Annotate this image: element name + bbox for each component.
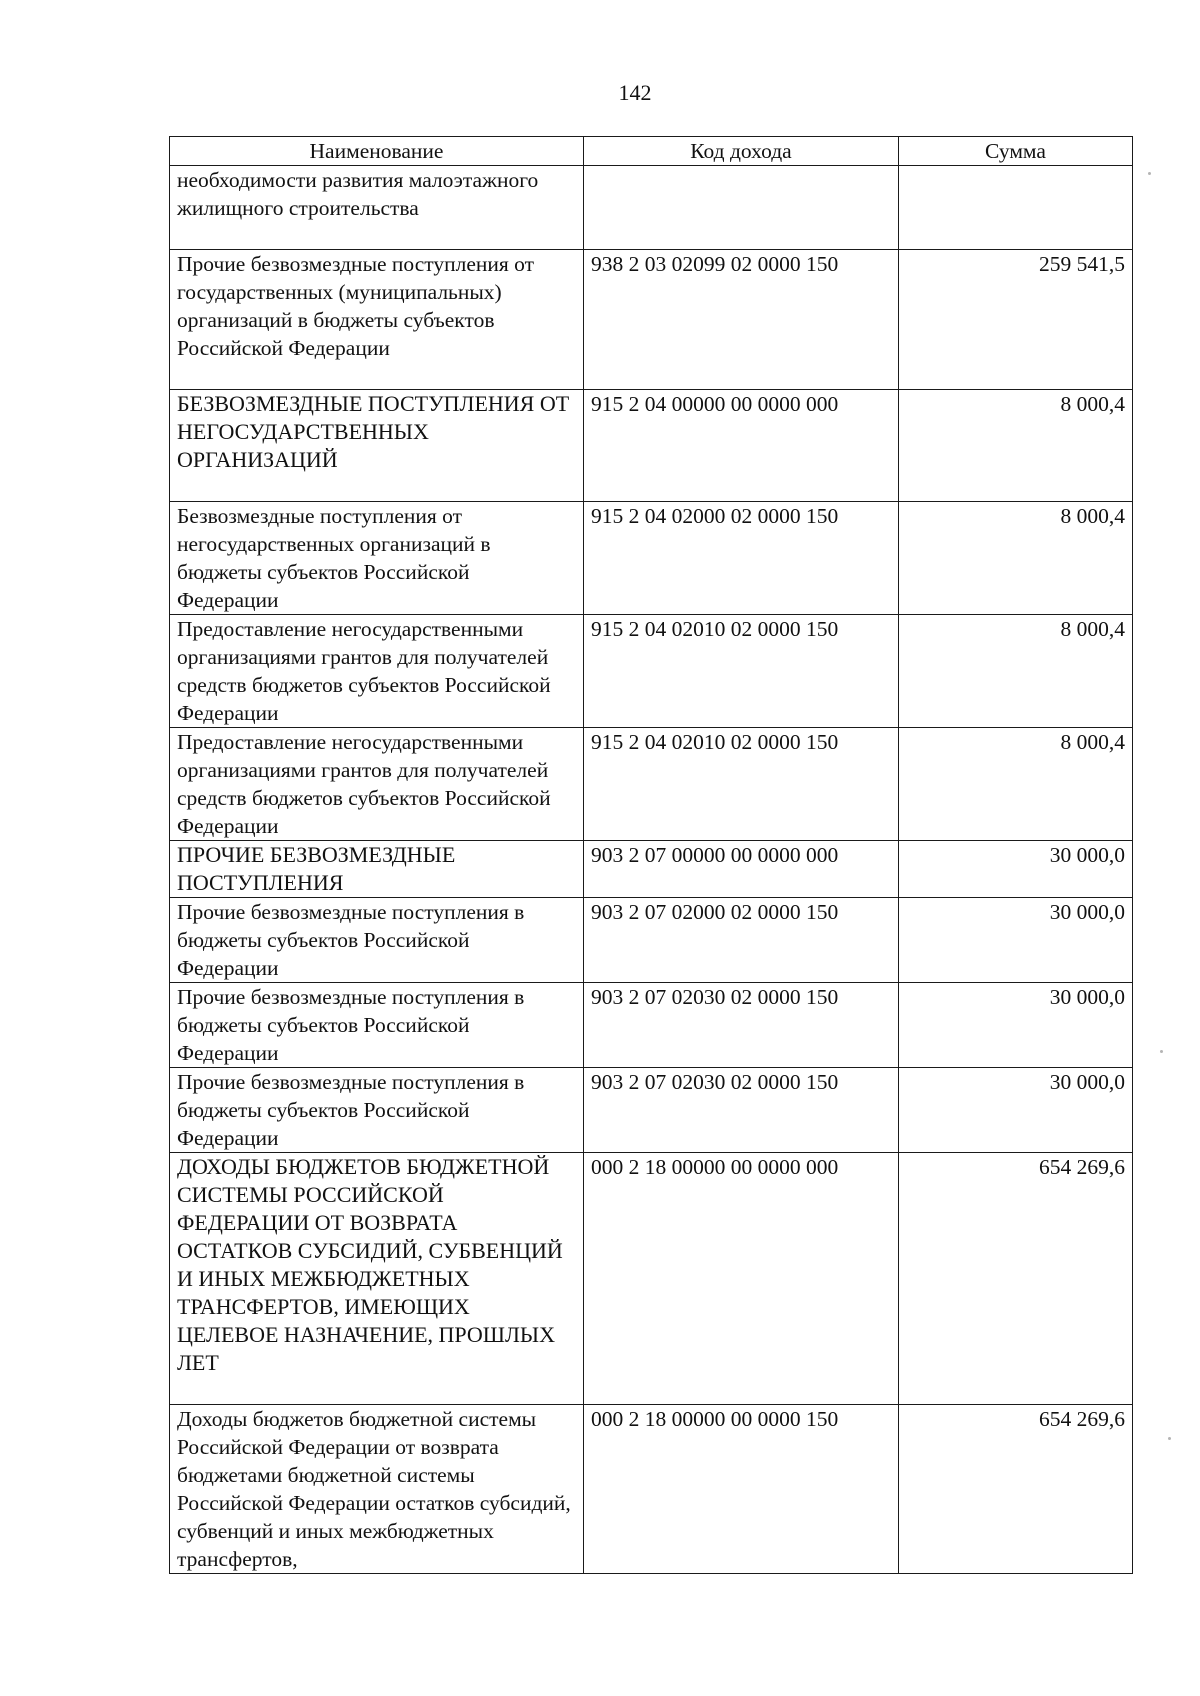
- cell-sum: 8 000,4: [899, 502, 1133, 615]
- table-body: [170, 166, 1133, 1574]
- cell-sum: 30 000,0: [899, 1068, 1133, 1153]
- cell-code: 938 2 03 02099 02 0000 150: [584, 250, 899, 390]
- cell-name: Предоставление негосударственными организациями грантов для получателей средств бюджетов субъектов Российской Федерации: [170, 728, 584, 841]
- table-row: [170, 250, 1133, 390]
- cell-name: Прочие безвозмездные поступления в бюджеты субъектов Российской Федерации: [170, 1068, 584, 1153]
- cell-code: 903 2 07 00000 00 0000 000: [584, 841, 899, 898]
- table-row: [170, 1405, 1133, 1574]
- table-row: [170, 983, 1133, 1068]
- cell-code: 903 2 07 02030 02 0000 150: [584, 983, 899, 1068]
- cell-name: Прочие безвозмездные поступления от государственных (муниципальных) организаций в бюджеты субъектов Российской Федерации: [170, 250, 584, 390]
- cell-sum: 654 269,6: [899, 1153, 1133, 1405]
- cell-sum: 30 000,0: [899, 983, 1133, 1068]
- table-row: [170, 1153, 1133, 1405]
- cell-code: 915 2 04 02010 02 0000 150: [584, 728, 899, 841]
- scan-speck: [1160, 1050, 1163, 1053]
- scan-speck: [1148, 172, 1151, 175]
- table-row: [170, 502, 1133, 615]
- cell-sum: 259 541,5: [899, 250, 1133, 390]
- cell-code: 915 2 04 02000 02 0000 150: [584, 502, 899, 615]
- table-row: [170, 841, 1133, 898]
- cell-sum: 8 000,4: [899, 615, 1133, 728]
- cell-code: 903 2 07 02030 02 0000 150: [584, 1068, 899, 1153]
- cell-name: Предоставление негосударственными организациями грантов для получателей средств бюджетов субъектов Российской Федерации: [170, 615, 584, 728]
- cell-sum: 30 000,0: [899, 841, 1133, 898]
- cell-name: Доходы бюджетов бюджетной системы Российской Федерации от возврата бюджетами бюджетной системы Российской Федерации остатков субсидий, субвенций и иных межбюджетных трансфертов,: [170, 1405, 584, 1574]
- cell-sum: 8 000,4: [899, 728, 1133, 841]
- cell-code: 000 2 18 00000 00 0000 000: [584, 1153, 899, 1405]
- cell-name: Безвозмездные поступления от негосударственных организаций в бюджеты субъектов Российской Федерации: [170, 502, 584, 615]
- table-row: [170, 390, 1133, 502]
- page-number: 142: [618, 80, 652, 105]
- cell-name: ДОХОДЫ БЮДЖЕТОВ БЮДЖЕТНОЙ СИСТЕМЫ РОССИЙСКОЙ ФЕДЕРАЦИИ ОТ ВОЗВРАТА ОСТАТКОВ СУБСИДИЙ, СУБВЕНЦИЙ И ИНЫХ МЕЖБЮДЖЕТНЫХ ТРАНСФЕРТОВ, ИМЕЮЩИХ ЦЕЛЕВОЕ НАЗНАЧЕНИЕ, ПРОШЛЫХ ЛЕТ: [170, 1153, 584, 1405]
- header-code: Код дохода: [584, 137, 899, 166]
- header-name: Наименование: [170, 137, 584, 166]
- cell-code: 915 2 04 02010 02 0000 150: [584, 615, 899, 728]
- table-header-row: [170, 137, 1133, 166]
- cell-code: [584, 166, 899, 250]
- cell-code: 915 2 04 00000 00 0000 000: [584, 390, 899, 502]
- table-row: [170, 615, 1133, 728]
- table-row: [170, 166, 1133, 250]
- cell-name: БЕЗВОЗМЕЗДНЫЕ ПОСТУПЛЕНИЯ ОТ НЕГОСУДАРСТВЕННЫХ ОРГАНИЗАЦИЙ: [170, 390, 584, 502]
- revenue-table: [169, 136, 1133, 1574]
- table-row: [170, 728, 1133, 841]
- cell-sum: 30 000,0: [899, 898, 1133, 983]
- scan-speck: [1168, 1437, 1171, 1440]
- table-row: [170, 898, 1133, 983]
- cell-name: ПРОЧИЕ БЕЗВОЗМЕЗДНЫЕ ПОСТУПЛЕНИЯ: [170, 841, 584, 898]
- cell-sum: 8 000,4: [899, 390, 1133, 502]
- table-row: [170, 1068, 1133, 1153]
- cell-name: Прочие безвозмездные поступления в бюджеты субъектов Российской Федерации: [170, 983, 584, 1068]
- cell-sum: [899, 166, 1133, 250]
- cell-name: необходимости развития малоэтажного жилищного строительства: [170, 166, 584, 250]
- cell-code: 903 2 07 02000 02 0000 150: [584, 898, 899, 983]
- cell-sum: 654 269,6: [899, 1405, 1133, 1574]
- cell-name: Прочие безвозмездные поступления в бюджеты субъектов Российской Федерации: [170, 898, 584, 983]
- cell-code: 000 2 18 00000 00 0000 150: [584, 1405, 899, 1574]
- header-sum: Сумма: [899, 137, 1133, 166]
